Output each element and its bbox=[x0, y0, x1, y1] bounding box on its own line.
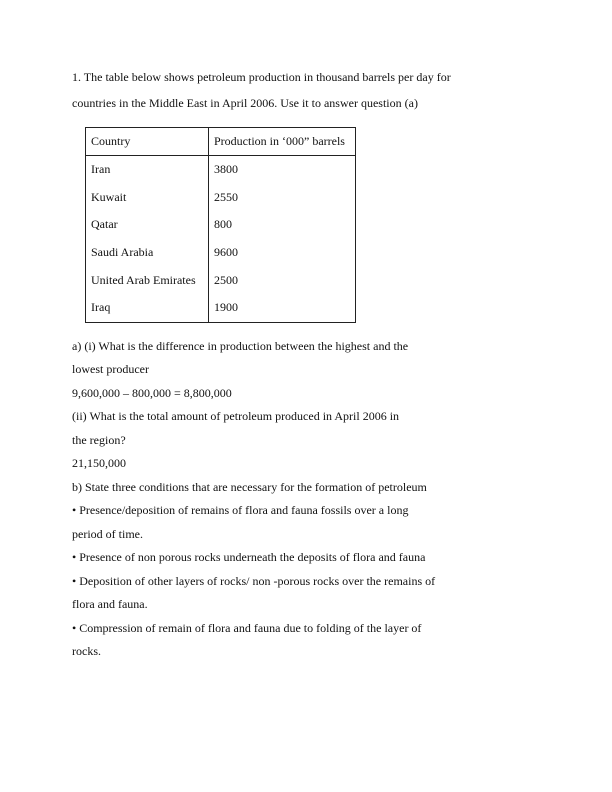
cell-country: Saudi Arabia bbox=[86, 239, 209, 267]
header-country: Country bbox=[86, 128, 209, 156]
answer-a-i: 9,600,000 – 800,000 = 8,800,000 bbox=[72, 385, 232, 400]
cell-country: Kuwait bbox=[86, 184, 209, 212]
table-row bbox=[86, 266, 356, 294]
answers-section bbox=[72, 335, 542, 664]
intro-line-1: 1. The table below shows petroleum production in thousand barrels per day for bbox=[72, 70, 451, 84]
table-row bbox=[86, 184, 356, 212]
bullet-item-1-cont: period of time. bbox=[72, 526, 143, 541]
cell-country: Iran bbox=[86, 156, 209, 184]
cell-production: 3800 bbox=[209, 156, 356, 184]
answer-a-ii: 21,150,000 bbox=[72, 456, 126, 471]
cell-production: 800 bbox=[209, 211, 356, 239]
question-a-ii-cont: the region? bbox=[72, 432, 126, 447]
table-header-row bbox=[86, 128, 356, 156]
cell-production: 2550 bbox=[209, 184, 356, 212]
cell-country: Iraq bbox=[86, 294, 209, 322]
cell-country: United Arab Emirates bbox=[86, 266, 209, 294]
bullet-item-1: • Presence/deposition of remains of flora and fauna fossils over a long bbox=[72, 503, 409, 518]
intro-line-2: countries in the Middle East in April 2006. Use it to answer question (a) bbox=[72, 96, 418, 110]
bullet-item-3: • Deposition of other layers of rocks/ non -porous rocks over the remains of bbox=[72, 573, 436, 588]
question-a-i: a) (i) What is the difference in production between the highest and the bbox=[72, 338, 409, 353]
bullet-item-4-cont: rocks. bbox=[72, 644, 101, 659]
cell-production: 2500 bbox=[209, 266, 356, 294]
bullet-item-4: • Compression of remain of flora and fauna due to folding of the layer of bbox=[72, 620, 422, 635]
question-b: b) State three conditions that are necessary for the formation of petroleum bbox=[72, 479, 427, 494]
table-row bbox=[86, 294, 356, 322]
table-row bbox=[86, 211, 356, 239]
question-a-i-cont: lowest producer bbox=[72, 362, 149, 377]
cell-production: 1900 bbox=[209, 294, 356, 322]
bullet-item-3-cont: flora and fauna. bbox=[72, 597, 148, 612]
production-table bbox=[85, 127, 356, 323]
cell-production: 9600 bbox=[209, 239, 356, 267]
cell-country: Qatar bbox=[86, 211, 209, 239]
header-production: Production in ‘000” barrels bbox=[209, 128, 356, 156]
document-page bbox=[72, 64, 542, 664]
table-row bbox=[86, 156, 356, 184]
question-intro bbox=[72, 64, 542, 116]
table-row bbox=[86, 239, 356, 267]
question-a-ii: (ii) What is the total amount of petroleum produced in April 2006 in bbox=[72, 409, 400, 424]
bullet-item-2: • Presence of non porous rocks underneath the deposits of flora and fauna bbox=[72, 550, 426, 565]
